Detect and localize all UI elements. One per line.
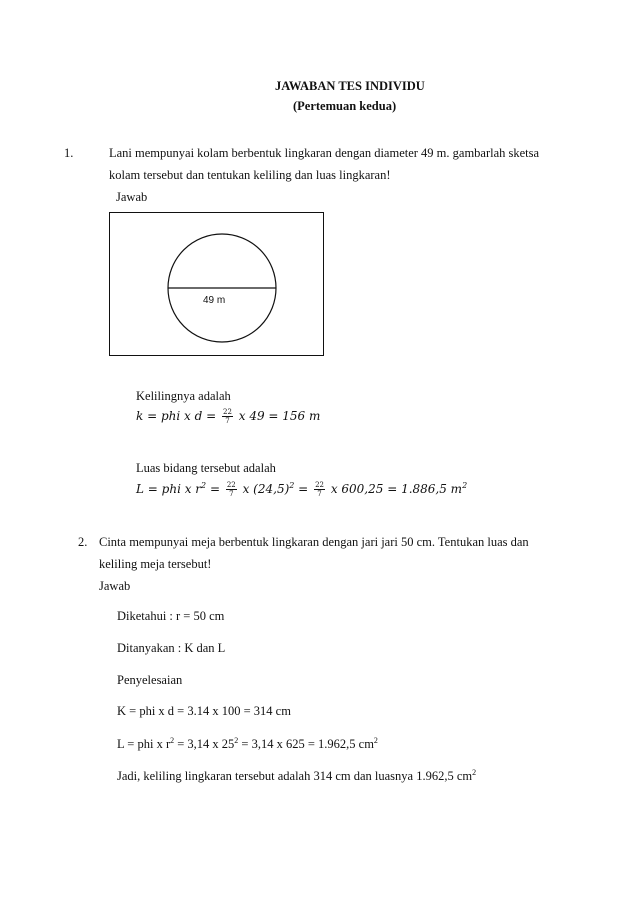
- q1-luas-formula: [136, 481, 467, 498]
- q2-number: 2.: [78, 535, 88, 549]
- q1-luas-post: x 600,25 = 1.886,5 m: [330, 482, 463, 496]
- exponent: 2: [472, 768, 477, 777]
- q1-luas-pre: L = phi x r: [136, 482, 202, 496]
- q1-text-line1: Lani mempunyai kolam berbentuk lingkaran dengan diameter 49 m. gambarlah sketsa: [109, 146, 540, 160]
- q1-luas-mid: x (24,5): [242, 482, 290, 496]
- q1-luas-fraction-2: [314, 481, 325, 498]
- fraction-numerator: 22: [222, 408, 232, 416]
- diameter-label: 49 m: [203, 295, 226, 306]
- q2-conclusion: [117, 768, 476, 784]
- q1-keliling-formula: [136, 408, 320, 425]
- q1-figure: [109, 212, 324, 356]
- equals: =: [294, 482, 309, 496]
- exponent: 2: [234, 736, 239, 745]
- exponent: 2: [462, 481, 468, 490]
- page-title: JAWABAN TES INDIVIDU: [275, 79, 425, 93]
- q1-luas-fraction-1: [226, 481, 237, 498]
- q1-circle-sketch: [110, 213, 325, 357]
- exponent: 2: [373, 736, 378, 745]
- q2-penyelesaian: Penyelesaian: [117, 673, 183, 687]
- q2-diketahui: Diketahui : r = 50 cm: [117, 609, 225, 623]
- q1-keliling-pre: k = phi x d =: [136, 409, 217, 423]
- exponent: 2: [289, 481, 295, 490]
- fraction-denominator: 7: [317, 490, 322, 498]
- exponent: 2: [170, 736, 175, 745]
- q1-number: 1.: [64, 146, 74, 160]
- q1-keliling-fraction: [222, 408, 233, 425]
- fraction-denominator: 7: [225, 417, 230, 425]
- q1-jawab: Jawab: [116, 190, 148, 204]
- equals: =: [206, 482, 221, 496]
- q2-jawab: Jawab: [99, 579, 131, 593]
- q2-l-pre: L = phi x r: [117, 737, 171, 752]
- q1-keliling-post: x 49 = 156 m: [238, 409, 321, 423]
- fraction-numerator: 22: [226, 481, 236, 489]
- q2-ditanyakan: Ditanyakan : K dan L: [117, 641, 226, 655]
- q1-luas-label: Luas bidang tersebut adalah: [136, 461, 276, 475]
- exponent: 2: [201, 481, 207, 490]
- q2-text-line1: Cinta mempunyai meja berbentuk lingkaran dengan jari jari 50 cm. Tentukan luas dan: [99, 535, 529, 549]
- q1-text-line2: kolam tersebut dan tentukan keliling dan luas lingkaran!: [109, 168, 391, 182]
- q2-l-mid: = 3,14 x 25: [174, 737, 235, 752]
- q2-k-line: K = phi x d = 3.14 x 100 = 314 cm: [117, 704, 291, 718]
- page-subtitle: (Pertemuan kedua): [293, 99, 397, 113]
- fraction-numerator: 22: [315, 481, 324, 489]
- q1-keliling-label: Kelilingnya adalah: [136, 389, 231, 403]
- q2-l-post: = 3,14 x 625 = 1.962,5 cm: [238, 737, 374, 752]
- q2-text-line2: keliling meja tersebut!: [99, 557, 212, 571]
- q2-l-line: [117, 736, 378, 752]
- fraction-denominator: 7: [229, 490, 234, 498]
- q2-jadi-text: Jadi, keliling lingkaran tersebut adalah 314 cm dan luasnya 1.962,5 cm: [117, 769, 473, 784]
